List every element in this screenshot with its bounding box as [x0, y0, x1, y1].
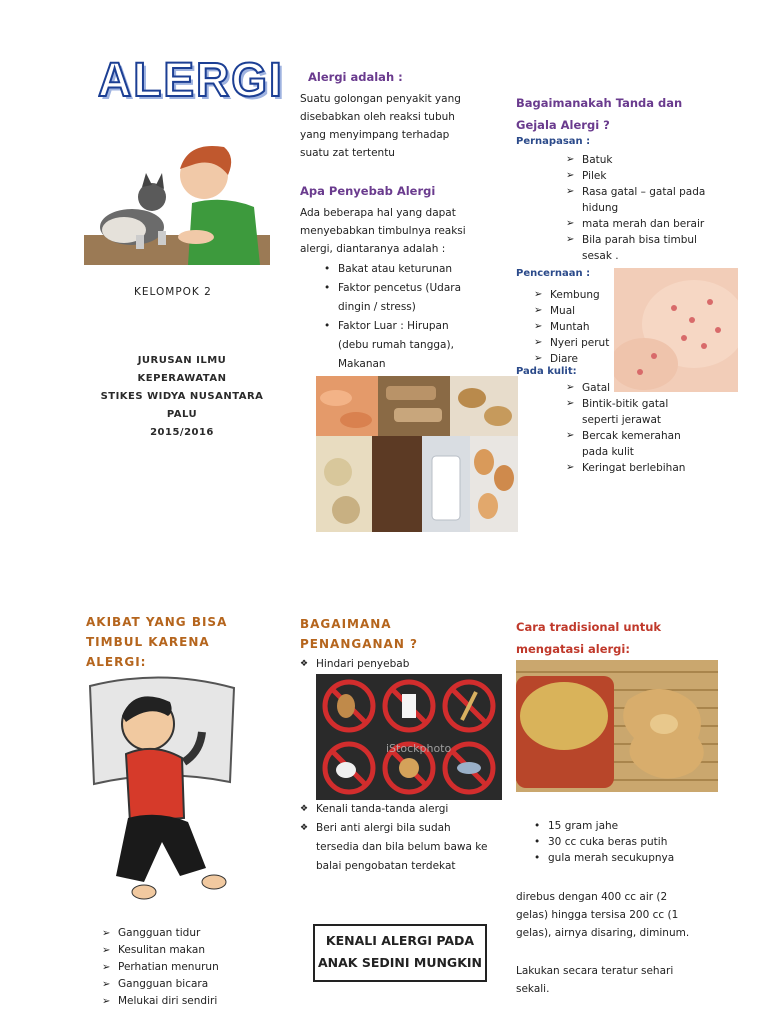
remedy-note: Lakukan secara teratur sehari sekali.: [516, 965, 674, 995]
no-allergen-food-signs: [316, 674, 502, 800]
definition-heading: Alergi adalah :: [308, 70, 403, 84]
list-item: ➢ Diare: [534, 351, 624, 367]
list-item: ❖ Hindari penyebab: [300, 655, 490, 674]
list-item: • Bakat atau keturunan: [320, 260, 480, 279]
list-item: ➢ Keringat berlebihan: [566, 460, 696, 476]
list-item: ➢ Kembung: [534, 287, 624, 303]
institution-line: JURUSAN ILMU: [137, 355, 227, 366]
list-item: ❖ Kenali tanda-tanda alergi: [300, 800, 490, 819]
list-item: • Faktor pencetus (Udara dingin / stress): [320, 279, 480, 317]
institution-line: KEPERAWATAN: [137, 373, 227, 384]
institution-line: STIKES WIDYA NUSANTARA: [100, 391, 264, 402]
effects-list: [102, 925, 262, 1010]
boy-cat-illustration: [84, 135, 270, 265]
list-item: • gula merah secukupnya: [530, 850, 710, 866]
watermark: iStockphoto: [386, 742, 452, 755]
group-label: KELOMPOK 2: [134, 286, 212, 298]
list-item: • Faktor Luar : Hirupan (debu rumah tangga), Makanan: [320, 317, 480, 374]
skin-list: [566, 380, 696, 476]
institution-line: 2015/2016: [150, 427, 214, 438]
effects-heading: AKIBAT YANG BISA TIMBUL KARENA ALERGI:: [86, 615, 228, 669]
list-item: ➢ Nyeri perut: [534, 335, 624, 351]
cause-heading: Apa Penyebab Alergi: [300, 184, 436, 198]
list-item: ➢ Rasa gatal – gatal pada hidung: [566, 184, 706, 216]
list-item: ➢ Pilek: [566, 168, 706, 184]
institution-line: PALU: [166, 409, 198, 420]
skin-label: Pada kulit:: [516, 366, 577, 377]
sleeping-boy-illustration: [84, 672, 240, 904]
remedy-heading: Cara tradisional untuk mengatasi alergi:: [516, 620, 662, 656]
definition-text: Suatu golongan penyakit yang disebabkan oleh reaksi tubuh yang menyimpang terhadap suatu zat tertentu: [300, 93, 461, 159]
list-item: ➢ Gangguan tidur: [102, 925, 262, 942]
digestion-list: [534, 287, 624, 367]
list-item: ❖ Beri anti alergi bila sudah tersedia dan bila belum bawa ke balai pengobatan terdekat: [300, 819, 490, 876]
list-item: ➢ Bintik-bitik gatal seperti jerawat: [566, 396, 696, 428]
slogan-box: KENALI ALERGI PADA ANAK SEDINI MUNGKIN: [313, 924, 487, 982]
list-item: ➢ Melukai diri sendiri: [102, 993, 262, 1010]
list-item: ➢ Mual: [534, 303, 624, 319]
skin-rash-photo: [614, 268, 738, 392]
list-item: ➢ Perhatian menurun: [102, 959, 262, 976]
list-item: ➢ Bercak kemerahan pada kulit: [566, 428, 696, 460]
list-item: • 15 gram jahe: [530, 818, 710, 834]
list-item: ➢ mata merah dan berair: [566, 216, 706, 232]
respiration-list: [566, 152, 706, 264]
list-item: ➢ Bila parah bisa timbul sesak .: [566, 232, 706, 264]
treatment-list: [300, 800, 490, 876]
list-item: ➢ Batuk: [566, 152, 706, 168]
digestion-label: Pencernaan :: [516, 268, 591, 279]
ingredients-list: [530, 818, 710, 866]
respiration-label: Pernapasan :: [516, 136, 591, 147]
page-title: ALERGI: [98, 51, 284, 107]
treatment-heading: BAGAIMANA PENANGANAN ?: [300, 617, 419, 651]
food-collage: [316, 376, 518, 532]
list-item: • 30 cc cuka beras putih: [530, 834, 710, 850]
ginger-tea-photo: [516, 660, 718, 792]
list-item: ➢ Gatal: [566, 380, 696, 396]
remedy-method: direbus dengan 400 cc air (2 gelas) hingga tersisa 200 cc (1 gelas), airnya disaring, diminum.: [516, 891, 690, 939]
cause-intro: Ada beberapa hal yang dapat menyebabkan timbulnya reaksi alergi, diantaranya adalah :: [300, 207, 466, 255]
treatment-first: [300, 655, 490, 674]
cause-list: [320, 260, 480, 374]
list-item: ➢ Muntah: [534, 319, 624, 335]
list-item: ➢ Kesulitan makan: [102, 942, 262, 959]
institution-block: [72, 352, 292, 442]
symptoms-heading: Bagaimanakah Tanda dan Gejala Alergi ?: [516, 96, 683, 132]
list-item: ➢ Gangguan bicara: [102, 976, 262, 993]
